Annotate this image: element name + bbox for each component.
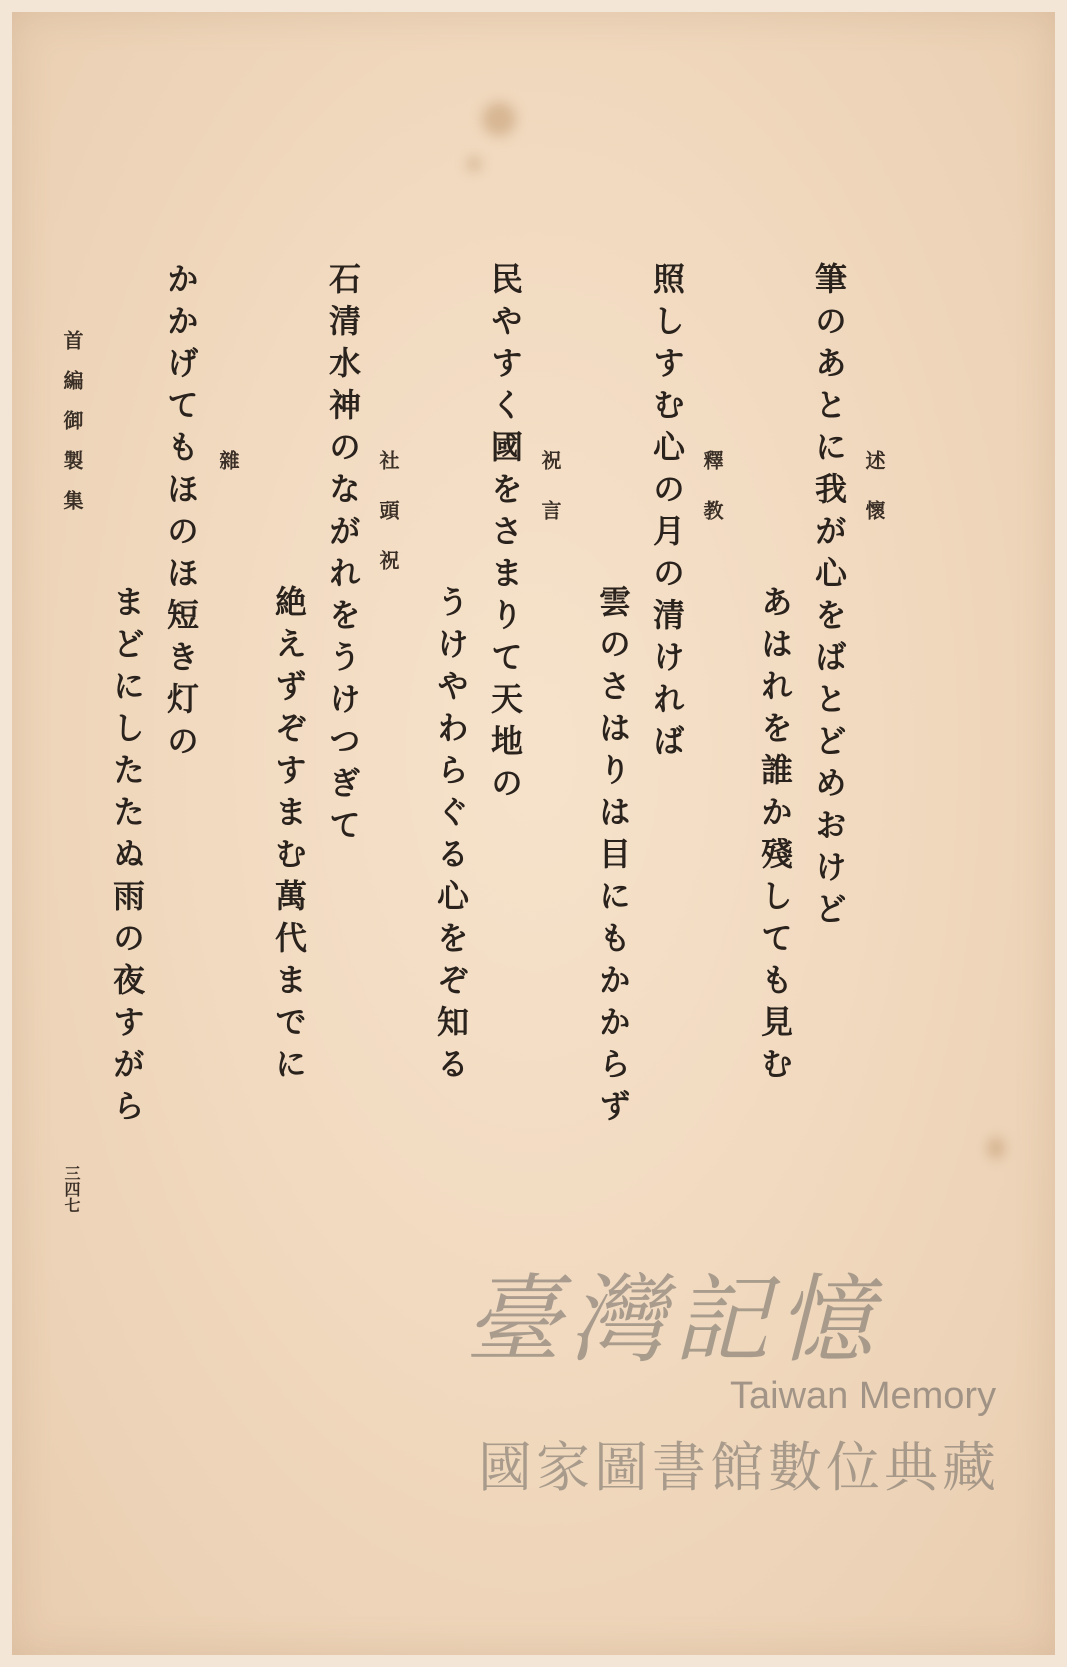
poem-line-1: 筆のあとに我が心をばとどめおけど — [810, 262, 848, 934]
heading-shakkyo: 釋教 — [700, 450, 724, 550]
heading-shugen: 祝言 — [538, 450, 562, 550]
running-title: 首編御製集 — [60, 330, 84, 530]
poem-line-9: かかげてもほのほ短き灯の — [162, 262, 200, 766]
watermark-subtitle: 國家圖書館數位典藏 — [478, 1436, 1000, 1499]
poem-line-5: 民やすく國をさまりて天地の — [486, 262, 524, 808]
heading-shatoshuku: 社頭祝 — [376, 450, 400, 600]
poem-line-3: 照しすむ心の月の清ければ — [648, 262, 686, 766]
poem-line-2: あはれを誰か殘しても見む — [756, 585, 794, 1089]
page-number: 三四七 — [62, 1165, 81, 1213]
watermark-english: Taiwan Memory — [730, 1375, 997, 1417]
heading-zatsu: 雜 — [216, 450, 240, 500]
poem-line-8: 絶えずぞすまむ萬代までに — [270, 585, 308, 1089]
poem-line-4: 雲のさはりは目にもかからず — [594, 585, 632, 1131]
poem-line-10: まどにしたたぬ雨の夜すがら — [108, 585, 146, 1131]
heading-jukkai: 述懷 — [862, 450, 886, 550]
watermark-logo: 臺灣記憶 — [465, 1264, 881, 1376]
poem-line-6: うけやわらぐる心をぞ知る — [432, 585, 470, 1089]
poem-line-7: 石清水神のながれをうけつぎて — [324, 262, 362, 850]
